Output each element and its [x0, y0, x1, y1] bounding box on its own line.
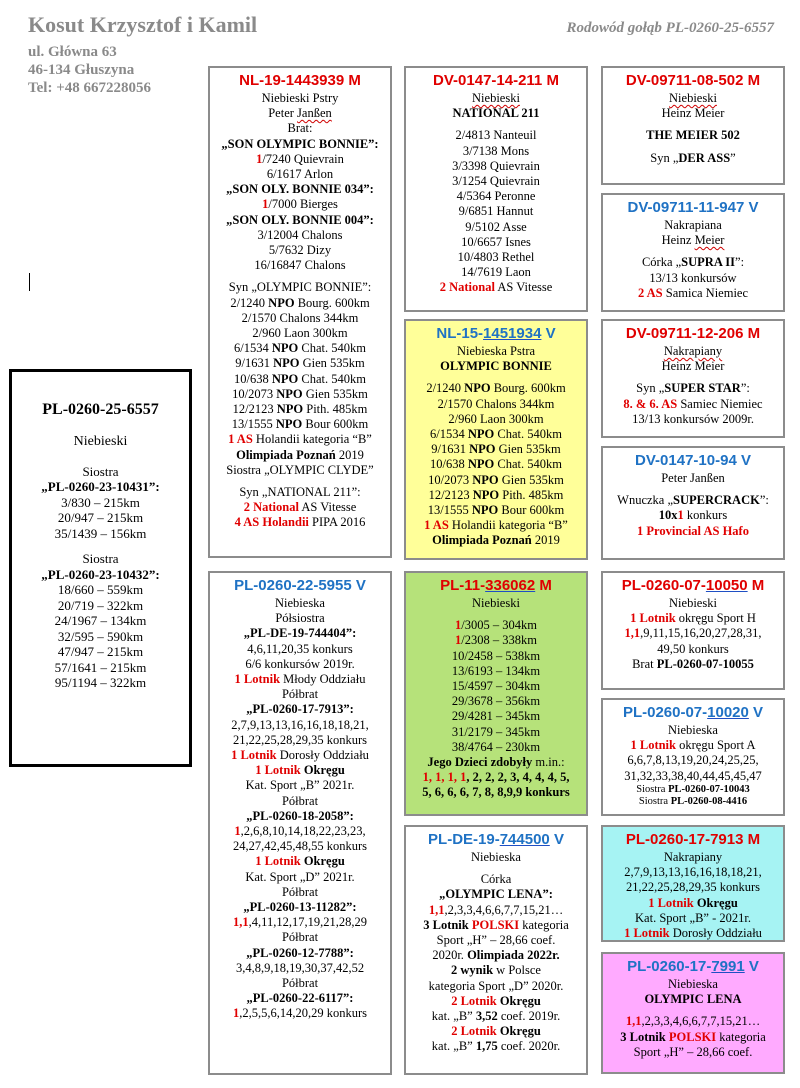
achievement: 1 Lotnik Okręgu: [255, 763, 345, 778]
pigeon-ring: DV-09711-12-206 M: [625, 325, 761, 342]
relative-name: „PL-0260-22-6117”:: [246, 991, 354, 1006]
result-line: 9/5102 Asse: [465, 219, 527, 234]
pigeon-color: Niebieski: [472, 596, 520, 610]
pigeon-ring: DV-09711-11-947 V: [627, 199, 759, 216]
relative-name: „SON OLY. BONNIE 004”:: [226, 212, 374, 227]
sibling-result: 18/660 – 559km: [57, 582, 144, 597]
relative-name: Siostra PL-0260-07-10043: [636, 783, 750, 795]
achievement: 3 Lotnik POLSKI kategoria: [423, 917, 569, 932]
text-cursor: [29, 273, 30, 291]
result-line: 1, 1, 1, 1, 2, 2, 2, 3, 4, 4, 4, 5,: [422, 770, 570, 785]
breeder-name: Heinz Meier: [661, 106, 725, 121]
result-line: 10/2073 NPO Gien 535km: [232, 386, 368, 401]
subject-color: Niebieski: [73, 434, 128, 449]
result-line: 24,27,42,45,48,55 konkurs: [232, 839, 368, 854]
subject-ring: PL-0260-25-6557: [42, 401, 159, 418]
result-line: 6/6 konkursów 2019r.: [245, 656, 355, 671]
pigeon-color: Niebieska: [668, 723, 718, 737]
relative-name: Syn „DER ASS”: [650, 150, 736, 165]
pigeon-color: Niebieska: [668, 977, 718, 991]
pigeon-ring: PL-0260-17-7913 M: [625, 831, 761, 848]
achievement: 4 AS Holandii PIPA 2016: [234, 515, 366, 530]
relation-label: Półbrat: [281, 930, 319, 945]
relation-label: Półsiostra: [275, 611, 325, 626]
relative-name: Brat PL-0260-07-10055: [632, 656, 754, 671]
sibling-result: 35/1439 – 156km: [54, 525, 147, 541]
result-line: 31/2179 – 345km: [451, 724, 541, 739]
sibling-result: 32/595 – 590km: [57, 628, 144, 644]
relative-name: „PL-DE-19-744404”:: [243, 626, 357, 641]
sibling-result: 57/1641 – 215km: [54, 659, 147, 675]
achievement: 8. & 6. AS Samiec Niemiec: [623, 396, 763, 411]
result-line: 31,32,33,38,40,44,45,45,47: [624, 768, 762, 783]
relative-name: Syn „SUPER STAR”:: [636, 381, 750, 396]
great-grandparent-box-7: [601, 825, 785, 942]
result-line: 12/2123 NPO Pith. 485km: [232, 402, 368, 417]
result-line: 2/1240 NPO Bourg. 600km: [230, 295, 370, 310]
result-line: kategoria Sport „D” 2020r.: [428, 978, 564, 993]
result-line: 10/638 NPO Chat. 540km: [430, 457, 562, 472]
phone: Tel: +48 667228056: [28, 80, 151, 96]
result-line: 1,2,5,5,6,14,20,29 konkurs: [232, 1006, 368, 1021]
sibling-ring: „PL-0260-23-10432”:: [41, 566, 160, 582]
result-line: 2/1570 Chalons 344km: [241, 310, 359, 325]
pigeon-color: Nakrapiana: [664, 218, 722, 232]
sibling-result: 20/719 – 322km: [57, 597, 144, 613]
achievement: 2 National AS Vitesse: [439, 280, 553, 295]
document-title: Rodowód gołąb PL-0260-25-6557: [566, 20, 774, 36]
relative-name: „PL-0260-17-7913”:: [246, 702, 354, 717]
result-line: kat. „B” 1,75 coef. 2020r.: [431, 1039, 561, 1054]
result-line: 2/1570 Chalons 344km: [437, 396, 555, 411]
result-line: 9/1631 NPO Gien 535km: [431, 442, 561, 457]
pigeon-color: Niebieski: [669, 596, 717, 610]
result-line: 1,2,6,8,10,14,18,22,23,23,: [234, 824, 366, 839]
result-line: Sport „H” – 28,66 coef.: [436, 933, 556, 948]
result-line: Kat. Sport „B” 2021r.: [245, 778, 355, 793]
result-line: 6/1534 NPO Chat. 540km: [234, 341, 366, 356]
relative-name: Siostra PL-0260-08-4416: [638, 796, 748, 808]
result-line: 21,22,25,28,29,35 konkurs: [625, 880, 761, 895]
result-line: 2/960 Laon 300km: [252, 326, 348, 341]
result-line: 15/4597 – 304km: [451, 679, 541, 694]
achievement: Olimpiada Poznań 2019: [236, 447, 364, 462]
pigeon-ring: PL-0260-07-10050 M: [621, 577, 765, 594]
pigeon-color: Nakrapiany: [663, 850, 723, 864]
sibling-label: Siostra: [82, 463, 119, 479]
result-line: 4,6,11,20,35 konkurs: [247, 641, 353, 656]
grandmother-paternal-box: [404, 319, 588, 560]
result-line: 21,22,25,28,29,35 konkurs: [232, 732, 368, 747]
pigeon-color: Niebieski Pstry: [261, 91, 339, 105]
sibling-result: 95/1194 – 322km: [54, 675, 147, 690]
relation-label: Półbrat: [281, 793, 319, 808]
sibling-result: 20/947 – 215km: [57, 510, 144, 525]
father-box: [208, 66, 392, 558]
result-line: 10/2458 – 538km: [451, 648, 541, 663]
achievement: 1 Lotnik Dorosły Oddziału: [231, 748, 369, 763]
sibling-ring: „PL-0260-23-10431”:: [41, 479, 160, 494]
relation-label: Córka: [480, 872, 512, 887]
achievement: 1 Lotnik okręgu Sport H: [630, 611, 756, 626]
great-grandparent-box-4: [601, 446, 785, 560]
relation-label: Brat:: [287, 121, 313, 136]
achievement: 1 Provincial AS Hafo: [637, 523, 749, 538]
result-line: 2/4813 Nanteuil: [455, 128, 537, 143]
relative-name: „PL-0260-13-11282”:: [243, 900, 357, 915]
result-line: 1,1,2,3,3,4,6,6,7,7,15,21…: [428, 902, 564, 917]
result-line: 6,6,7,8,13,19,20,24,25,25,: [627, 753, 759, 768]
result-line: Kat. Sport „D” 2021r.: [245, 869, 355, 884]
pigeon-name: THE MEIER 502: [646, 128, 740, 143]
achievement: 2020r. Olimpiada 2022r.: [432, 948, 560, 963]
result-line: 49,50 konkurs: [657, 641, 729, 656]
achievement: Olimpiada Poznań 2019: [432, 533, 560, 548]
great-grandparent-box-6: [601, 698, 785, 816]
result-line: 13/1555 NPO Bour 600km: [231, 417, 369, 432]
pigeon-ring: DV-0147-14-211 M: [433, 72, 559, 89]
relation-label: Półbrat: [281, 884, 319, 899]
relation-label: Półbrat: [281, 687, 319, 702]
result-line: 29/4281 – 345km: [451, 709, 541, 724]
result-line: 13/1555 NPO Bour 600km: [427, 503, 565, 518]
relative-name: Córka „SUPRA II”:: [641, 255, 745, 270]
result-line: 9/6851 Hannut: [458, 204, 534, 219]
relative-name: Syn „NATIONAL 211”:: [239, 485, 361, 500]
grandfather-paternal-box: [404, 66, 588, 312]
pigeon-color: Niebieski: [669, 91, 717, 105]
result-line: 5, 6, 6, 6, 7, 8, 8,9,9 konkurs: [422, 785, 570, 800]
great-grandparent-box-8: [601, 952, 785, 1074]
breeder-name: Heinz Meier: [661, 359, 725, 374]
achievement: 1 Lotnik Młody Oddziału: [234, 672, 366, 687]
result-line: 5/7632 Dizy: [268, 243, 332, 258]
achievement: 3 Lotnik POLSKI kategoria: [620, 1029, 766, 1044]
result-line: 3/12004 Chalons: [257, 227, 343, 242]
achievement: 10x1 konkurs: [658, 508, 728, 523]
great-grandparent-box-1: [601, 66, 785, 185]
result-line: 1/7000 Bierges: [262, 197, 338, 212]
breeder-name: Kosut Krzysztof i Kamil: [28, 12, 258, 37]
sibling-label: Siostra: [82, 551, 119, 566]
pigeon-color: Niebieska: [275, 596, 325, 610]
pigeon-ring: DV-09711-08-502 M: [625, 72, 761, 89]
result-line: 2,7,9,13,13,16,16,18,18,21,: [231, 717, 369, 732]
result-line: 2,7,9,13,13,16,16,18,18,21,: [624, 865, 762, 880]
relative-name: „PL-0260-18-2058”:: [246, 808, 354, 823]
result-line: 6/1534 NPO Chat. 540km: [430, 427, 562, 442]
result-line: 6/1617 Arlon: [266, 167, 334, 182]
result-line: 13/13 konkursów 2009r.: [632, 411, 754, 426]
achievement: 1 AS Holandii kategoria “B”: [424, 518, 568, 533]
result-line: 16/16847 Chalons: [254, 258, 346, 273]
result-line: 1,1,9,11,15,16,20,27,28,31,: [624, 626, 762, 641]
relative-name: „PL-0260-12-7788”:: [246, 945, 354, 960]
achievement: 1 Lotnik okręgu Sport A: [630, 738, 756, 753]
breeder-name: Peter Janßen: [661, 471, 725, 485]
great-grandparent-box-5: [601, 571, 785, 690]
achievement: 2 Lotnik Okręgu: [451, 1024, 541, 1039]
result-line: 1/3005 – 304km: [455, 618, 537, 633]
pigeon-color: Niebieski: [472, 91, 520, 105]
result-line: 12/2123 NPO Pith. 485km: [428, 487, 564, 502]
grandfather-maternal-box: [404, 571, 588, 816]
achievement: 1 Lotnik Dorosły Oddziału: [624, 926, 762, 941]
address-street: ul. Główna 63: [28, 44, 117, 60]
pigeon-name: OLYMPIC BONNIE: [440, 359, 552, 374]
pigeon-color: Niebieska Pstra: [456, 344, 536, 358]
pigeon-ring: NL-19-1443939 M: [239, 72, 361, 89]
mother-box: [208, 571, 392, 1075]
breeder-name: Peter Janßen: [268, 106, 332, 121]
pigeon-ring: PL-DE-19-744500 V: [428, 831, 564, 848]
result-line: 2/960 Laon 300km: [448, 411, 544, 426]
pigeon-ring: DV-0147-10-94 V: [635, 452, 751, 469]
pigeon-ring: PL-0260-07-10020 V: [622, 704, 764, 721]
subject-pigeon-box: [9, 369, 192, 767]
sibling-result: 47/947 – 215km: [57, 644, 144, 659]
result-line: 10/6657 Isnes: [461, 234, 531, 249]
result-line: 3/3398 Quievrain: [452, 158, 540, 173]
result-line: 38/4764 – 230km: [451, 739, 541, 754]
address-city: 46-134 Głuszyna: [28, 62, 135, 78]
achievement: 2 National AS Vitesse: [243, 500, 357, 515]
result-line: 4/5364 Peronne: [456, 189, 536, 204]
result-line: kat. „B” 3,52 coef. 2019r.: [431, 1009, 561, 1024]
breeder-name: Heinz Meier: [661, 233, 725, 248]
relative-name: „SON OLY. BONNIE 034”:: [226, 182, 374, 197]
result-line: 10/638 NPO Chat. 540km: [234, 371, 366, 386]
achievement: Jego Dzieci zdobyły m.in.:: [427, 755, 565, 770]
great-grandparent-box-3: [601, 319, 785, 438]
result-line: 1/7240 Quievrain: [256, 151, 344, 166]
result-line: 10/4803 Rethel: [457, 250, 535, 265]
grandmother-maternal-box: [404, 825, 588, 1075]
result-line: 29/3678 – 356km: [451, 694, 541, 709]
pigeon-name: NATIONAL 211: [452, 106, 540, 121]
relative-name: „OLYMPIC LENA”:: [439, 887, 553, 902]
pigeon-ring: NL-15-1451934 V: [436, 325, 556, 342]
achievement: 2 Lotnik Okręgu: [451, 993, 541, 1008]
pigeon-ring: PL-11-336062 M: [440, 577, 552, 594]
achievement: 2 AS Samica Niemiec: [637, 285, 749, 300]
pigeon-color: Nakrapiany: [663, 344, 723, 358]
result-line: 1,1,4,11,12,17,19,21,28,29: [233, 915, 367, 930]
relative-name: Wnuczka „SUPERCRACK”:: [617, 493, 769, 508]
result-line: 3/7138 Mons: [462, 143, 530, 158]
result-line: 13/13 konkursów: [649, 270, 737, 285]
relative-name: Syn „OLYMPIC BONNIE”:: [228, 280, 372, 295]
achievement: 2 wynik w Polsce: [451, 963, 541, 978]
result-line: 1/2308 – 338km: [455, 633, 537, 648]
result-line: Sport „H” – 28,66 coef.: [633, 1044, 753, 1059]
great-grandparent-box-2: [601, 193, 785, 312]
result-line: 14/7619 Laon: [461, 265, 531, 280]
result-line: 3/1254 Quievrain: [452, 174, 540, 189]
sibling-result: 3/830 – 215km: [61, 494, 140, 510]
relation-label: Półbrat: [281, 976, 319, 991]
pigeon-name: OLYMPIC LENA: [644, 992, 742, 1007]
pigeon-color: Niebieska: [471, 850, 521, 864]
pigeon-ring: PL-0260-22-5955 V: [234, 577, 366, 594]
achievement: 1 AS Holandii kategoria “B”: [228, 432, 372, 447]
result-line: 9/1631 NPO Gien 535km: [235, 356, 365, 371]
achievement: 1 Lotnik Okręgu: [648, 895, 738, 910]
achievement: 1 Lotnik Okręgu: [255, 854, 345, 869]
result-line: 1,1,2,3,3,4,6,6,7,7,15,21…: [625, 1014, 761, 1029]
result-line: Kat. Sport „B” - 2021r.: [635, 910, 751, 925]
pigeon-ring: PL-0260-17-7991 V: [627, 958, 759, 975]
relative-name: „SON OLYMPIC BONNIE”:: [221, 136, 379, 151]
result-line: 3,4,8,9,18,19,30,37,42,52: [235, 960, 365, 975]
result-line: 2/1240 NPO Bourg. 600km: [426, 381, 566, 396]
result-line: 13/6193 – 134km: [451, 663, 541, 678]
result-line: 10/2073 NPO Gien 535km: [428, 472, 564, 487]
sibling-result: 24/1967 – 134km: [54, 613, 147, 628]
relative-name: Siostra „OLYMPIC CLYDE”: [226, 462, 374, 477]
